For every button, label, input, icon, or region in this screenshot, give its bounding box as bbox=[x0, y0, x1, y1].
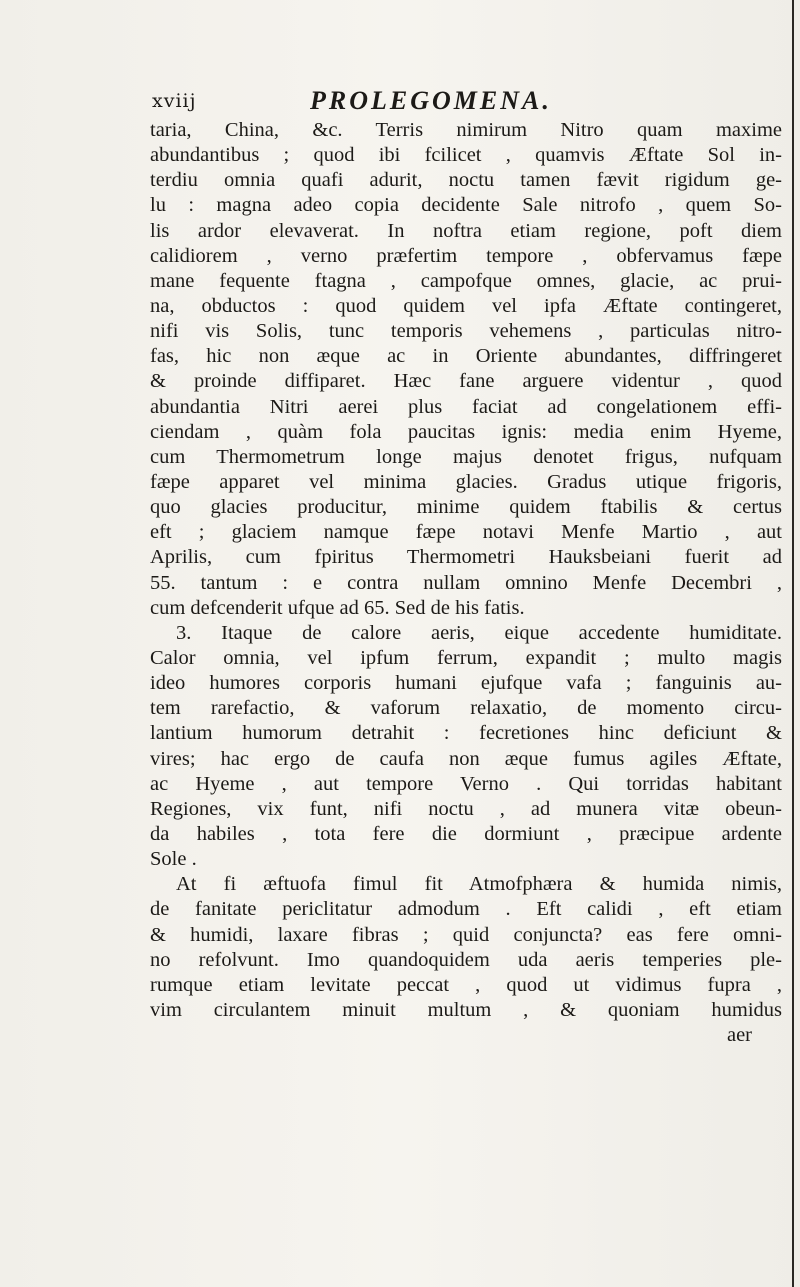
text-line: ciendam , quàm fola paucitas ignis: media enim Hyeme, bbox=[150, 420, 782, 443]
text-line: cum Thermometrum longe majus denotet frigus, nufquam bbox=[150, 445, 782, 468]
text-line: fæpe apparet vel minima glacies. Gradus utique frigoris, bbox=[150, 470, 782, 493]
text-line: abundantia Nitri aerei plus faciat ad congelationem effi- bbox=[150, 395, 782, 418]
text-line: nifi vis Solis, tunc temporis vehemens , particulas nitro- bbox=[150, 320, 782, 343]
text-line: tem rarefactio, & vaforum relaxatio, de momento circu- bbox=[150, 697, 782, 720]
text-line: cum defcenderit ufque ad 65. Sed de his fatis. bbox=[150, 596, 525, 619]
text-line: taria, China, &c. Terris nimirum Nitro quam maxime bbox=[150, 119, 782, 141]
text-line: ideo humores corporis humani ejufque vafa ; fanguinis au- bbox=[150, 672, 782, 695]
text-line: terdiu omnia quafi adurit, noctu tamen fævit rigidum ge- bbox=[150, 169, 782, 192]
text-line: Sole . bbox=[150, 848, 197, 871]
text-line: vires; hac ergo de caufa non æque fumus agiles Æftate, bbox=[150, 747, 782, 770]
text-line: fas, hic non æque ac in Oriente abundantes, diffringeret bbox=[150, 345, 782, 368]
text-line: lantium humorum detrahit : fecretiones hinc deficiunt & bbox=[150, 722, 782, 745]
text-line: 55. tantum : e contra nullam omnino Menfe Decembri , bbox=[150, 571, 782, 594]
text-line: lu : magna adeo copia decidente Sale nitrofo , quem So- bbox=[150, 194, 782, 217]
text-line: Calor omnia, vel ipfum ferrum, expandit ; multo magis bbox=[150, 646, 782, 669]
text-line: calidiorem , verno præfertim tempore , obfervamus fæpe bbox=[150, 244, 782, 267]
text-line: vim circulantem minuit multum , & quoniam humidus bbox=[150, 998, 782, 1021]
text-line: no refolvunt. Imo quandoquidem uda aeris temperies ple- bbox=[150, 948, 782, 971]
text-line: & proinde diffiparet. Hæc fane arguere videntur , quod bbox=[150, 370, 782, 393]
text-line: quo glacies producitur, minime quidem ftabilis & certus bbox=[150, 496, 782, 519]
page-edge bbox=[792, 0, 794, 1287]
page-number: xviij bbox=[152, 90, 197, 112]
running-title: PROLEGOMENA. bbox=[310, 86, 552, 115]
text-line: de fanitate periclitatur admodum . Eft calidi , eft etiam bbox=[150, 898, 782, 921]
text-line: rumque etiam levitate peccat , quod ut vidimus fupra , bbox=[150, 973, 782, 996]
body-text bbox=[150, 118, 782, 1048]
text-line: abundantibus ; quod ibi fcilicet , quamvis Æftate Sol in- bbox=[150, 144, 782, 167]
text-line: da habiles , tota fere die dormiunt , præcipue ardente bbox=[150, 822, 782, 845]
text-line: lis ardor elevaverat. In noftra etiam regione, poft diem bbox=[150, 219, 782, 242]
text-line: Aprilis, cum fpiritus Thermometri Hauksbeiani fuerit ad bbox=[150, 546, 782, 569]
text-line: na, obductos : quod quidem vel ipfa Æftate contingeret, bbox=[150, 294, 782, 317]
text-line: 3. Itaque de calore aeris, eique accedente humiditate. bbox=[176, 621, 782, 644]
text-line: At fi æftuofa fimul fit Atmofphæra & humida nimis, bbox=[176, 873, 782, 896]
text-line: & humidi, laxare fibras ; quid conjuncta? eas fere omni- bbox=[150, 923, 782, 946]
text-line: mane fequente ftagna , campofque omnes, glacie, ac prui- bbox=[150, 269, 782, 292]
text-line: Regiones, vix funt, nifi noctu , ad munera vitæ obeun- bbox=[150, 797, 782, 820]
catchword: aer bbox=[726, 1024, 752, 1047]
text-line: eft ; glaciem namque fæpe notavi Menfe Martio , aut bbox=[150, 521, 782, 544]
text-line: ac Hyeme , aut tempore Verno . Qui torridas habitant bbox=[150, 772, 782, 795]
